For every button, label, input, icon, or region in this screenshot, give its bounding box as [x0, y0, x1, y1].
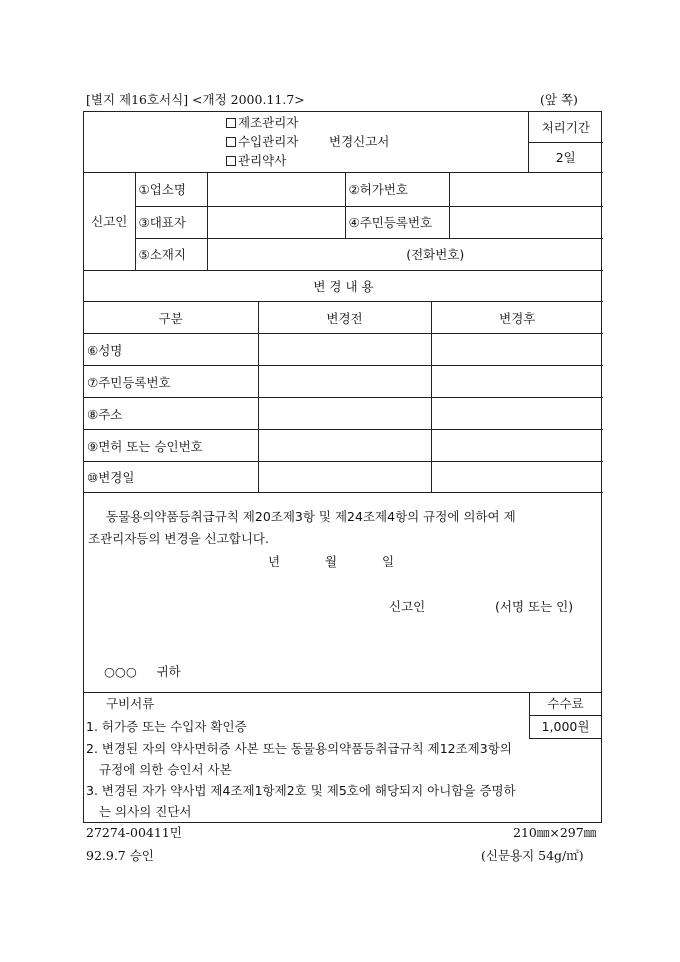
resident-number-before-field[interactable] [258, 366, 431, 398]
address-before-field[interactable] [258, 398, 431, 430]
changes-table [84, 271, 603, 494]
paper-size: 210㎜×297㎜ [513, 825, 597, 840]
form-number: [별지 제16호서식] <개정 2000.11.7> [86, 92, 305, 107]
form-title: 변경신고서 [329, 134, 390, 149]
license-number-label: ②허가번호 [345, 173, 449, 206]
row-label-name: ⑥성명 [84, 334, 258, 366]
row-label-address: ⑧주소 [84, 398, 258, 430]
table-row [84, 366, 603, 398]
day-label: 일 [382, 554, 395, 569]
document-item-2-cont: 규정에 의한 승인서 사본 [99, 762, 232, 777]
license-after-field[interactable] [431, 430, 603, 462]
location-field[interactable] [207, 238, 603, 270]
approval-date: 92.9.7 승인 [86, 848, 154, 863]
form-code: 27274-00411민 [86, 825, 182, 840]
name-after-field[interactable] [431, 334, 603, 366]
fee-label: 수수료 [530, 693, 601, 716]
document-item-3-cont: 는 의사의 진단서 [99, 804, 192, 819]
checkbox-import-manager[interactable] [226, 137, 236, 147]
address-after-field[interactable] [431, 398, 603, 430]
document-item-1: 1. 허가증 또는 수입자 확인증 [86, 719, 247, 734]
document-item-2: 2. 변경된 자의 약사면허증 사본 또는 동물용의약품등취급규칙 제12조제3항의 [86, 741, 512, 756]
representative-label: ③대표자 [135, 206, 207, 238]
resident-number-after-field[interactable] [431, 366, 603, 398]
applicant-label: 신고인 [84, 173, 135, 270]
declaration-line-2: 조관리자등의 변경을 신고합니다. [88, 531, 269, 546]
signer-label: 신고인 [389, 599, 426, 614]
resident-number-field[interactable] [449, 206, 603, 238]
title-block [84, 112, 603, 173]
changes-section-title: 변 경 내 용 [84, 271, 603, 302]
row-label-change-date: ⑩변경일 [84, 462, 258, 493]
business-name-field[interactable] [207, 173, 345, 206]
name-before-field[interactable] [258, 334, 431, 366]
table-row [84, 462, 603, 493]
fee-value: 1,000원 [541, 719, 590, 734]
change-date-after-field[interactable] [431, 462, 603, 493]
checkbox-pharmacist[interactable] [226, 156, 236, 166]
table-row [84, 334, 603, 366]
applicant-block [84, 173, 603, 271]
location-label: ⑤소재지 [135, 238, 207, 270]
application-form [83, 111, 602, 823]
processing-period-label: 처리기간 [528, 112, 603, 142]
license-before-field[interactable] [258, 430, 431, 462]
year-label: 년 [268, 554, 281, 569]
documents-title: 구비서류 [106, 696, 155, 711]
checkbox-manufacturing-manager[interactable] [226, 118, 236, 128]
fee-box [529, 693, 601, 739]
column-header-after: 변경후 [431, 302, 603, 334]
business-name-label: ①업소명 [135, 173, 207, 206]
option-pharmacist: 관리약사 [226, 153, 286, 169]
processing-period-value: 2일 [528, 142, 603, 172]
recipient-label: ○○○ 귀하 [104, 664, 181, 679]
table-row [84, 398, 603, 430]
document-item-3: 3. 변경된 자가 약사법 제4조제1항제2호 및 제5호에 해당되지 아니함을 증명하 [86, 783, 516, 798]
representative-field[interactable] [207, 206, 345, 238]
row-label-license-number: ⑨면허 또는 승인번호 [84, 430, 258, 462]
column-header-before: 변경전 [258, 302, 431, 334]
declaration-block [84, 493, 601, 693]
license-number-field[interactable] [449, 173, 603, 206]
row-label-resident-number: ⑦주민등록번호 [84, 366, 258, 398]
required-documents [84, 693, 601, 822]
column-header-category: 구분 [84, 302, 258, 334]
resident-number-label: ④주민등록번호 [345, 206, 449, 238]
phone-label: (전화번호) [406, 247, 465, 262]
paper-type: (신문용지 54g/㎡) [481, 848, 584, 863]
option-import-manager: 수입관리자 [226, 134, 298, 150]
option-manufacturing-manager: 제조관리자 [226, 115, 298, 131]
signature-label: (서명 또는 인) [495, 599, 574, 614]
month-label: 월 [325, 554, 338, 569]
page-side-label: (앞 쪽) [540, 92, 578, 107]
table-row [84, 430, 603, 462]
declaration-line-1: 동물용의약품등취급규칙 제20조제3항 및 제24조제4항의 규정에 의하여 제 [106, 509, 516, 524]
change-date-before-field[interactable] [258, 462, 431, 493]
